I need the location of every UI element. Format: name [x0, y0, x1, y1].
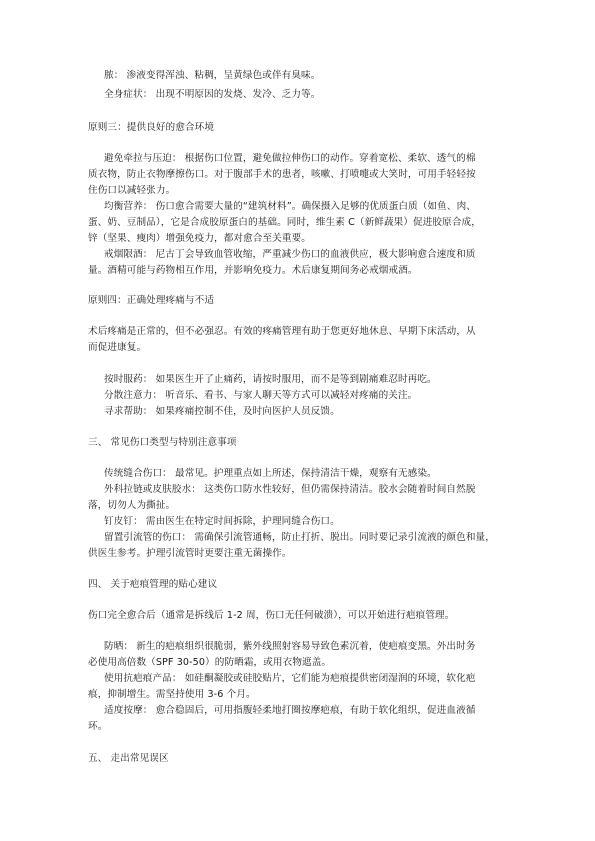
paragraph-line: 锌（坚果、瘦肉）增强免疫力，都对愈合至关重要。	[88, 233, 311, 244]
paragraph-line: 戒烟限酒： 尼古丁会导致血管收缩，严重减少伤口的血液供应，极大影响愈合速度和质	[104, 249, 476, 260]
heading-principle-4: 原则四：正确处理疼痛与不适	[88, 295, 215, 306]
symptom-pus: 脓： 渗液变得浑浊、粘稠，呈黄绿色或伴有臭味。	[104, 70, 321, 81]
paragraph-line: 传统缝合伤口： 最常见。护理重点如上所述，保持清洁干燥，观察有无感染。	[104, 468, 437, 479]
paragraph-line: 按时服药： 如果医生开了止痛药，请按时服用，而不是等到剧痛难忍时再吃。	[104, 374, 437, 385]
heading-principle-3: 原则三：提供良好的愈合环境	[88, 122, 215, 133]
paragraph-line: 外科拉链或皮肤胶水： 这类伤口防水性较好，但仍需保持清洁。胶水会随着时间自然脱	[104, 484, 476, 495]
paragraph-line: 落，切勿人为撕扯。	[88, 500, 176, 511]
paragraph-line: 适度按摩： 愈合稳固后，可用指腹轻柔地打圈按摩疤痕，有助于软化组织，促进血液循	[104, 705, 476, 716]
paragraph-line: 使用抗疤痕产品： 如硅酮凝胶或硅胶贴片，它们能为疤痕提供密闭湿润的环境，软化疤	[104, 673, 476, 684]
paragraph-line: 环。	[88, 721, 108, 732]
paragraph-line: 防晒： 新生的疤痕组织很脆弱，紫外线照射容易导致色素沉着，使疤痕变黑。外出时务	[104, 641, 476, 652]
paragraph-line: 钉皮钉： 需由医生在特定时间拆除，护理同缝合伤口。	[104, 516, 340, 527]
paragraph-line: 而促进康复。	[88, 342, 147, 353]
symptom-systemic: 全身症状： 出现不明原因的发烧、发冷、乏力等。	[104, 89, 321, 100]
heading-section-4: 四、 关于疤痕管理的贴心建议	[88, 579, 218, 590]
paragraph-line: 质衣物，防止衣物摩擦伤口。对于腹部手术的患者，咳嗽、打喷嚏或大笑时，可用手轻轻按	[88, 169, 476, 180]
heading-section-3: 三、 常见伤口类型与特别注意事项	[88, 437, 237, 448]
paragraph-line: 量。酒精可能与药物相互作用，并影响免疫力。术后康复期间务必戒烟戒酒。	[88, 265, 418, 276]
paragraph-line: 伤口完全愈合后（通常是拆线后 1-2 周，伤口无任何破溃），可以开始进行疤痕管理。	[88, 610, 455, 621]
paragraph-line: 留置引流管的伤口： 需确保引流管通畅，防止打折、脱出。同时要记录引流液的颜色和量，	[104, 532, 495, 543]
paragraph-line: 供医生参考。护理引流管时更要注重无菌操作。	[88, 548, 292, 559]
paragraph-line: 术后疼痛是正常的，但不必强忍。有效的疼痛管理有助于您更好地休息、早期下床活动，从	[88, 326, 476, 337]
paragraph-line: 必使用高倍数（SPF 30-50）的防晒霜，或用衣物遮盖。	[88, 657, 332, 668]
paragraph-line: 住伤口以减轻张力。	[88, 185, 176, 196]
paragraph-line: 避免牵拉与压迫： 根据伤口位置，避免做拉伸伤口的动作。穿着宽松、柔软、透气的棉	[104, 153, 476, 164]
paragraph-line: 均衡营养： 伤口愈合需要大量的“建筑材料”。确保摄入足够的优质蛋白质（如鱼、肉、	[104, 201, 476, 212]
paragraph-line: 分散注意力： 听音乐、看书、与家人聊天等方式可以减轻对疼痛的关注。	[104, 390, 418, 401]
paragraph-line: 痕，抑制增生。需坚持使用 3-6 个月。	[88, 689, 256, 700]
heading-section-5: 五、 走出常见误区	[88, 753, 169, 764]
paragraph-line: 寻求帮助： 如果疼痛控制不佳，及时向医护人员反馈。	[104, 406, 340, 417]
paragraph-line: 蛋、奶、豆制品），它是合成胶原蛋白的基础。同时，维生素 C（新鲜蔬果）促进胶原合成，	[88, 217, 481, 228]
